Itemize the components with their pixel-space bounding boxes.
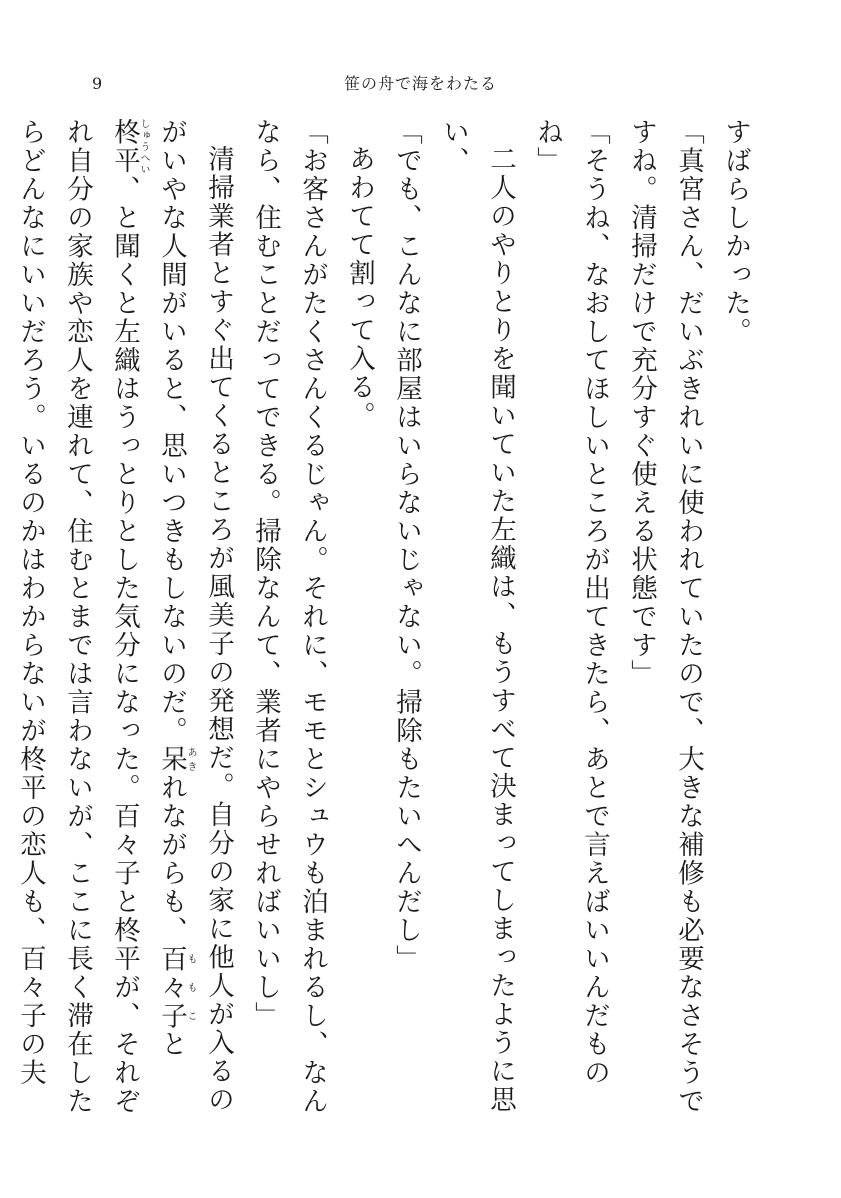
paragraph: 「でも、こんなに部屋はいらないじゃない。掃除もたいへんだし」 — [391, 118, 422, 973]
ruby-base: 百々子 — [156, 944, 187, 1030]
paragraph: あわてて割って入る。 — [344, 144, 375, 430]
paragraph-text: と — [156, 1030, 187, 1059]
paragraph: 「お客さんがたくさんくるじゃん。それに、モモとシュウも泊まれるし、なんなら、住むことだってできる。掃除なんて、業者にやらせればいいし」 — [250, 118, 328, 1116]
ruby-reading: あき — [185, 745, 196, 774]
paragraph — [0, 118, 242, 1128]
paragraph: すばらしかった。 — [720, 118, 751, 346]
paragraph-text: 清掃業者とすぐ出てくるところが風美子の発想だ。自分の家に他人が入るのがいやな人間がいると、思いつきもしないのだ。 — [156, 118, 234, 1114]
paragraph-text: れながらも、 — [156, 773, 187, 945]
paragraph: 「そうね、なおしてほしいところが出てきたら、あとで言えばいいんだものね」 — [532, 118, 610, 1087]
ruby-akire: 呆あき — [156, 745, 196, 774]
body-text — [0, 118, 759, 1128]
paragraph: 「真宮さん、だいぶきれいに使われていたので、大きな補修も必要なさそうですね。清掃だけで充分すぐ使える状態です」 — [626, 118, 704, 1116]
running-title: 笹の舟で海をわたる — [343, 74, 497, 93]
paragraph: 二人のやりとりを聞いていた左織は、もうすべて決まってしまったように思い、 — [438, 118, 516, 1114]
ruby-momoko — [156, 944, 196, 1031]
paragraph-text: 、と聞くと左織はうっとりとした気分になった。百々子と柊平が、それぞれ自分の家族や恋人を連れて、住むとまでは言わないが、ここに長く滞在したらどんなにいいだろう。いるのかはわからないが柊平の恋人も、百々子の夫 — [15, 118, 140, 1116]
page-number: 9 — [92, 74, 103, 93]
ruby-reading: しゅうへい — [138, 118, 149, 175]
ruby-base: 柊平 — [109, 118, 140, 175]
ruby-reading: ももこ — [185, 944, 196, 1030]
ruby-shuhei — [109, 118, 149, 175]
